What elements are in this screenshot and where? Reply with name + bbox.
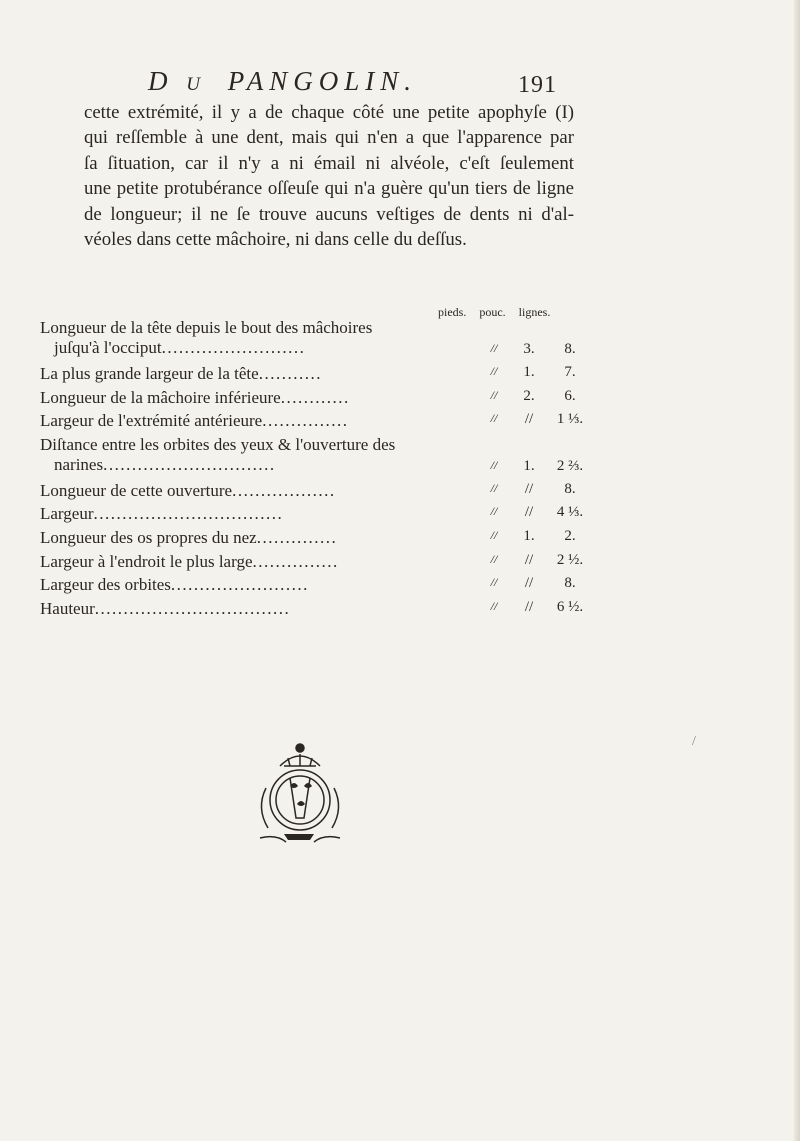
body-paragraph: [84, 100, 574, 252]
col-pieds: pieds.: [438, 305, 467, 319]
body-line: qui reſſemble à une dent, mais qui n'en a que l'apparence par: [84, 127, 574, 149]
header-title: PANGOLIN.: [227, 66, 418, 96]
measurement-row: [40, 575, 580, 599]
body-line: une petite protubérance oſſeuſe qui n'a guère qu'un tiers de ligne: [84, 178, 574, 200]
pieds-value: //: [490, 480, 498, 495]
measurement-row: [40, 504, 584, 528]
pouces-value: 1.: [523, 527, 535, 544]
pieds-value: //: [490, 364, 498, 378]
measurement-table: [40, 318, 584, 622]
royal-arms-ornament: [246, 738, 354, 848]
label-line: Diſtance entre les orbites des yeux & l'ouverture des: [40, 434, 396, 454]
lignes-value: 2.: [564, 527, 576, 544]
measurement-row: [40, 364, 580, 388]
lignes-value: 1 ⅓.: [556, 411, 584, 428]
pouces-value: //: [524, 598, 534, 615]
measurement-row: [40, 551, 584, 576]
body-line: ſa ſituation, car il n'y a ni émail ni alvéole, c'eſt ſeulement: [84, 152, 574, 174]
page-number: 191: [518, 72, 557, 98]
pieds-value: //: [490, 341, 498, 355]
pieds-value: //: [490, 575, 498, 590]
lignes-value: 4 ⅓.: [556, 504, 584, 521]
col-pouc: pouc.: [479, 305, 506, 319]
page-edge: [794, 0, 800, 1141]
measurement-label: Longueur des os propres du nez..............: [40, 527, 338, 547]
measurement-row: [40, 481, 580, 505]
lignes-value: 6 ½.: [556, 598, 584, 615]
pieds-value: //: [490, 457, 498, 472]
pouces-value: 3.: [523, 341, 535, 357]
header-article: U: [186, 74, 207, 95]
measurement-label: La plus grande largeur de la tête...........: [40, 364, 322, 383]
measurement-label: Largeur à l'endroit le plus large...............: [40, 551, 339, 571]
pouces-value: //: [524, 411, 534, 428]
label-line: Longueur de la tête depuis le bout des mâchoires: [40, 318, 373, 337]
pouces-value: //: [524, 504, 534, 521]
body-line: cette extrémité, il y a de chaque côté une petite apophyſe (I): [84, 102, 574, 123]
pouces-value: //: [524, 480, 534, 497]
lignes-value: 8.: [564, 480, 576, 497]
body-line: de longueur; il ne ſe trouve aucuns veſtiges de dents ni d'al-: [84, 203, 574, 225]
pieds-value: //: [490, 527, 498, 542]
label-line: juſqu'à l'occiput.........................: [54, 338, 306, 357]
running-header: [148, 66, 568, 97]
lignes-value: 8.: [564, 341, 576, 357]
body-line: véoles dans cette mâchoire, ni dans celle du deſſus.: [84, 229, 467, 251]
lignes-value: 6.: [564, 387, 576, 404]
pieds-value: //: [490, 598, 498, 613]
measurement-label: Largeur.................................: [40, 504, 284, 524]
measurement-row: [40, 411, 584, 435]
pieds-value: //: [490, 387, 498, 402]
measurement-label: Largeur des orbites........................: [40, 575, 309, 595]
measurement-label: Longueur de cette ouverture..................: [40, 480, 336, 500]
measurement-row: [40, 318, 580, 364]
margin-mark: /: [692, 734, 696, 749]
lignes-value: 8.: [564, 575, 576, 592]
pouces-value: 1.: [523, 364, 535, 380]
lignes-value: 2 ½.: [556, 551, 584, 568]
pieds-value: //: [490, 411, 498, 426]
pouces-value: //: [524, 575, 534, 592]
pieds-value: //: [490, 504, 498, 519]
lignes-value: 7.: [564, 364, 576, 380]
measurement-label: [40, 318, 372, 358]
measurement-label: [40, 435, 395, 475]
pieds-value: //: [490, 551, 498, 566]
pouces-value: 2.: [523, 387, 535, 404]
measurement-row: [40, 434, 584, 481]
measurement-row: [40, 388, 580, 412]
measurement-label: Hauteur..................................: [40, 598, 291, 618]
col-lignes: lignes.: [518, 305, 551, 319]
measurement-row: [40, 528, 580, 552]
pouces-value: 1.: [523, 457, 535, 474]
pouces-value: //: [524, 551, 534, 568]
measurement-label: Longueur de la mâchoire inférieure............: [40, 387, 350, 407]
label-line: narines..............................: [54, 454, 276, 474]
measurement-row: [40, 598, 584, 623]
lignes-value: 2 ⅔.: [556, 457, 584, 474]
header-initial: D: [148, 66, 174, 96]
measurement-label: Largeur de l'extrémité antérieure...............: [40, 411, 349, 431]
